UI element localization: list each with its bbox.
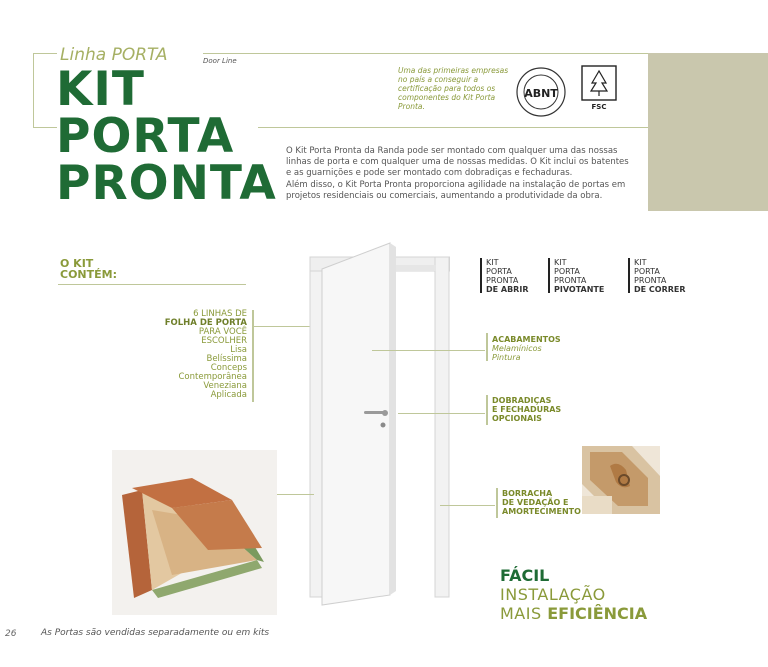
list-item: Veneziana: [203, 381, 247, 391]
page-title: [56, 62, 277, 211]
dobradicas-line: E FECHADURAS: [492, 405, 562, 414]
borracha-line: BORRACHA: [502, 489, 553, 498]
frame-line-top: [203, 53, 648, 54]
kit-type-abrir: [486, 258, 528, 294]
seal-profile-image: [582, 446, 660, 514]
door-lines-list: [150, 310, 247, 400]
door-line-label: Door Line: [203, 57, 237, 65]
kit-type-line: PRONTA: [634, 276, 667, 285]
kit-heading-line-1: O KIT: [60, 257, 94, 270]
frame-line-left: [33, 53, 34, 128]
kit-type-line: PRONTA: [486, 276, 519, 285]
frame-line-bottom-left: [33, 127, 57, 128]
list-header-line-3: PARA VOCÊ: [198, 327, 247, 337]
kit-type-line: PORTA: [634, 267, 660, 276]
kit-type-line: PORTA: [486, 267, 512, 276]
list-item: Belíssima: [206, 354, 247, 364]
dobradicas-connector: [398, 413, 485, 414]
list-header-line-2: FOLHA DE PORTA: [164, 318, 247, 328]
borracha-line: DE VEDAÇÃO E: [502, 498, 569, 507]
door-jamb-kit-image: [112, 450, 277, 615]
list-header-line-4: ESCOLHER: [201, 336, 247, 346]
slogan-line-1: FÁCIL: [500, 566, 550, 585]
borracha-bar: [496, 488, 498, 518]
frame-line-top-left: [33, 53, 57, 54]
fsc-logo: [580, 65, 618, 115]
certification-text: Uma das primeiras empresas no país a conseguir a certificação para todos os componentes do Kit Porta Pronta.: [398, 66, 509, 111]
footer-note: As Portas são vendidas separadamente ou em kits: [41, 628, 270, 638]
intro-paragraph-2: Além disso, o Kit Porta Pronta proporciona agilidade na instalação de portas em projetos residenciais ou comerciais, aumentando a produtividade da obra.: [286, 180, 626, 201]
slogan: [500, 566, 647, 623]
kit-type-line: KIT: [634, 258, 647, 267]
list-vertical-bar: [252, 310, 254, 402]
dobradicas-callout: [492, 396, 561, 423]
kit-type-line: PORTA: [554, 267, 580, 276]
title-line-2: PORTA: [56, 109, 235, 164]
kit-type-line: PRONTA: [554, 276, 587, 285]
borracha-callout: [502, 489, 581, 516]
list-item: Lisa: [230, 345, 247, 355]
kit-type-name: DE ABRIR: [486, 285, 529, 294]
intro-paragraph-1: O Kit Porta Pronta da Randa pode ser montado com qualquer uma das nossas linhas de porta e com qualquer uma de nossas medidas. O Kit inclui os batentes e as guarnições e pode ser montado com dobradiças e fechaduras.: [286, 146, 629, 178]
acabamentos-title: ACABAMENTOS: [492, 335, 561, 344]
slogan-line-3a: MAIS: [500, 604, 548, 623]
dobradicas-line: DOBRADIÇAS: [492, 396, 552, 405]
kit-contents-heading: [60, 258, 117, 280]
slogan-line-3b: EFICIÊNCIA: [547, 604, 648, 623]
title-line-3: PRONTA: [56, 156, 277, 211]
kit-type-pivotante: [554, 258, 604, 294]
kit-type-bar-2: [548, 258, 550, 293]
list-item: Contemporânea: [178, 372, 247, 382]
frame-line-mid: [258, 127, 648, 128]
kit-type-line: KIT: [554, 258, 567, 267]
kit-type-bar-1: [480, 258, 482, 293]
acabamentos-bar: [486, 333, 488, 361]
abnt-logo-text: ABNT: [524, 87, 558, 100]
acabamentos-item: Melamínicos: [492, 344, 542, 353]
slogan-line-2: INSTALAÇÃO: [500, 585, 606, 604]
title-line-1: KIT: [56, 62, 145, 117]
kit-type-name: PIVOTANTE: [554, 285, 605, 294]
abnt-seal-logo: [515, 66, 567, 118]
list-header-line-1: 6 LINHAS DE: [193, 309, 247, 319]
fsc-logo-text: FSC: [591, 103, 607, 111]
kit-type-name: DE CORRER: [634, 285, 686, 294]
kit-type-bar-3: [628, 258, 630, 293]
dobradicas-line: OPCIONAIS: [492, 414, 542, 423]
kit-heading-underline: [58, 284, 246, 285]
page-number: 26: [5, 629, 17, 639]
acabamentos-item: Pintura: [492, 353, 521, 362]
kit-heading-line-2: CONTÉM:: [60, 268, 117, 281]
borracha-line: AMORTECIMENTO: [502, 507, 581, 516]
acabamentos-callout: [492, 335, 561, 362]
kit-type-line: KIT: [486, 258, 499, 267]
list-item: Aplicada: [210, 390, 247, 400]
decorative-gray-block: [648, 53, 768, 211]
kit-type-correr: [634, 258, 686, 294]
list-item: Conceps: [210, 363, 247, 373]
line-subtitle: Linha PORTA: [60, 45, 168, 65]
acabamentos-connector: [372, 350, 485, 351]
door-illustration: [290, 235, 450, 635]
dobradicas-bar: [486, 395, 488, 425]
borracha-connector: [440, 505, 495, 506]
jamb-connector: [276, 494, 314, 495]
